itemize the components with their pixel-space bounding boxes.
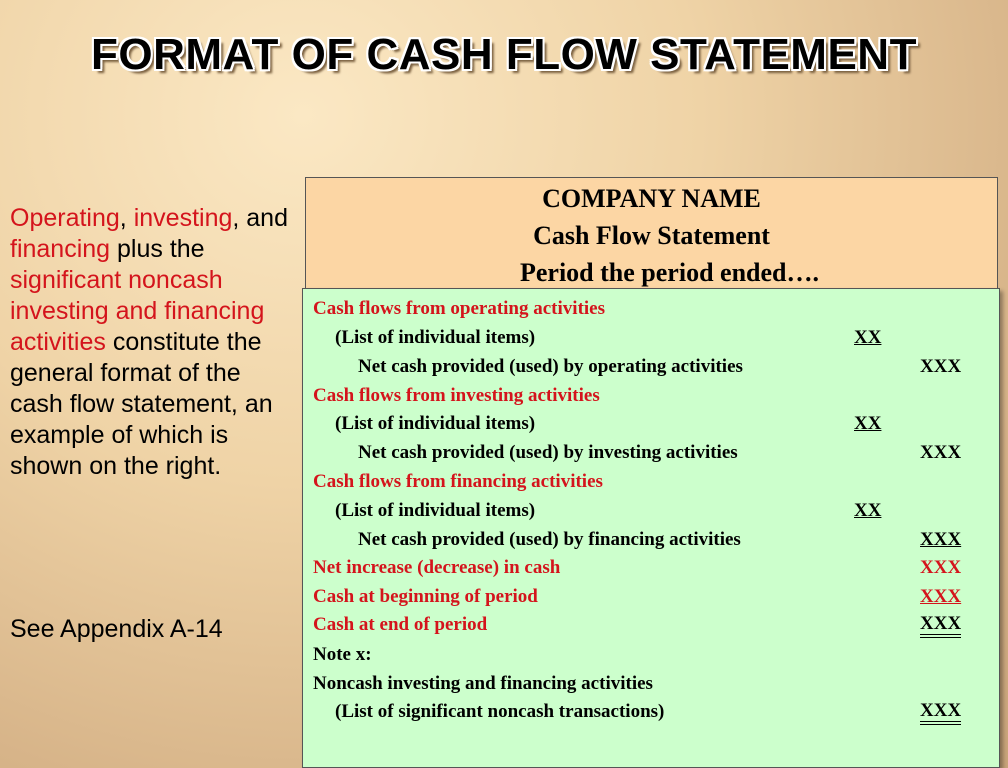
row-cash-beginning [303, 586, 999, 612]
row-label: Noncash investing and financing activities [313, 673, 653, 694]
row-noncash-items [303, 701, 999, 727]
amount-xx: XX [854, 500, 882, 521]
amount-xxx: XXX [920, 529, 962, 550]
row-label: Net increase (decrease) in cash [313, 557, 561, 578]
financing-word: financing [10, 235, 111, 263]
section-financing [303, 471, 999, 497]
text-part: plus the [110, 235, 205, 263]
row-label: (List of individual items) [335, 413, 536, 434]
row-label: Cash flows from investing activities [313, 385, 600, 406]
row-financing-net [303, 529, 999, 555]
amount-xx: XX [854, 413, 882, 434]
row-operating-net [303, 356, 999, 382]
page-title: FORMAT OF CASH FLOW STATEMENT [91, 30, 917, 79]
row-label: Cash at end of period [313, 614, 488, 635]
amount-xx: XX [854, 327, 882, 348]
amount-xxx: XXX [920, 701, 961, 725]
row-label: (List of significant noncash transactions) [335, 701, 665, 722]
row-cash-end [303, 614, 999, 640]
text-part: constitute the general format of the cash flow statement, an example of which is shown on the right. [10, 328, 273, 480]
row-label: Net cash provided (used) by financing activities [358, 529, 741, 550]
section-investing [303, 385, 999, 411]
row-label: Cash flows from operating activities [313, 298, 606, 319]
row-label: Cash at beginning of period [313, 586, 538, 607]
row-investing-net [303, 442, 999, 468]
statement-body [302, 288, 1000, 768]
row-net-increase [303, 557, 999, 583]
statement-title: Cash Flow Statement [533, 221, 770, 250]
description-text [10, 203, 300, 482]
appendix-reference: See Appendix A-14 [10, 615, 223, 643]
investing-word: investing [133, 204, 233, 232]
section-operating [303, 298, 999, 324]
amount-xxx: XXX [920, 442, 962, 463]
row-label: Cash flows from financing activities [313, 471, 603, 492]
row-note [303, 644, 999, 670]
row-label: Net cash provided (used) by operating activities [358, 356, 743, 377]
row-label: (List of individual items) [335, 327, 536, 348]
company-name: COMPANY NAME [542, 184, 761, 213]
row-operating-items [303, 327, 999, 353]
noncash-phrase: significant noncash investing and financing activities [10, 266, 265, 356]
row-financing-items [303, 500, 999, 526]
amount-xxx: XXX [920, 356, 962, 377]
statement-header [305, 177, 998, 290]
row-label: (List of individual items) [335, 500, 536, 521]
row-label: Net cash provided (used) by investing activities [358, 442, 738, 463]
text-part: , and [232, 204, 288, 232]
operating-word: Operating [10, 204, 120, 232]
amount-xxx: XXX [920, 586, 962, 607]
text-part: , [119, 204, 134, 232]
amount-xxx: XXX [920, 614, 961, 638]
row-investing-items [303, 413, 999, 439]
row-noncash-heading [303, 673, 999, 699]
amount-xxx: XXX [920, 557, 962, 578]
row-label: Note x: [313, 644, 372, 665]
statement-period: Period the period ended…. [520, 258, 819, 287]
